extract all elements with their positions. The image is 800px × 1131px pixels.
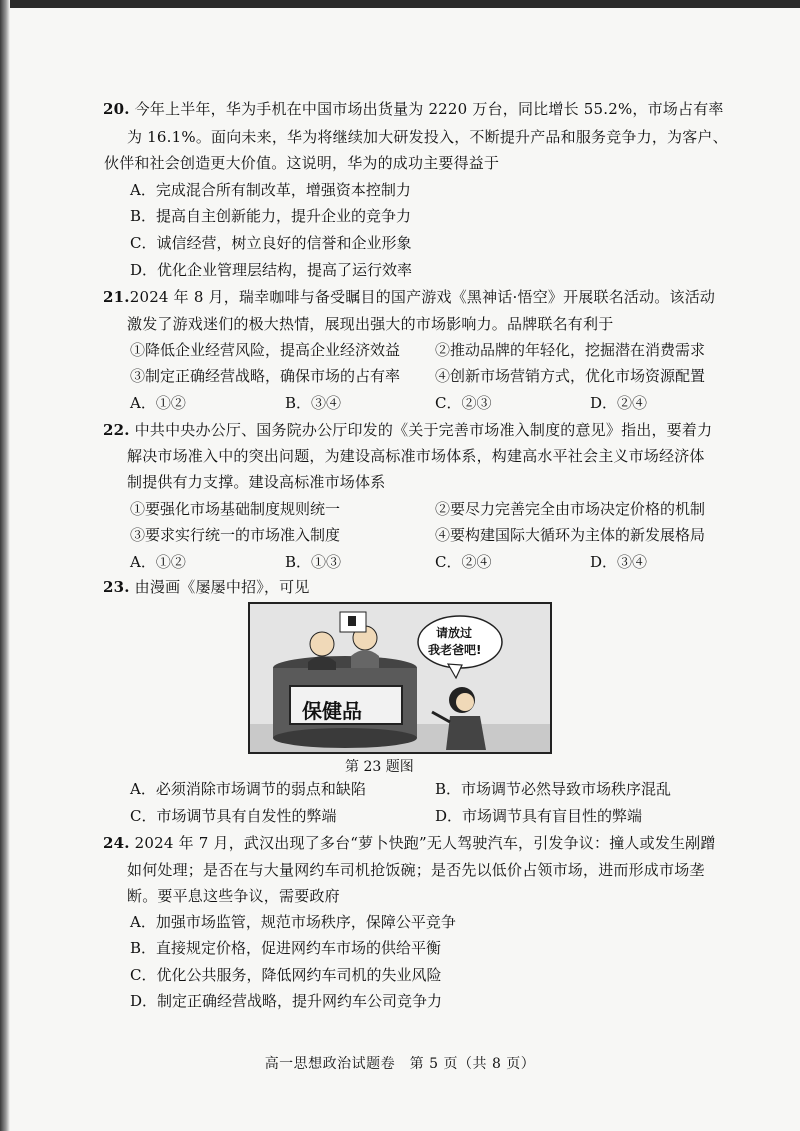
q21-statement-3: ③制定正确经营战略，确保市场的占有率: [130, 367, 401, 385]
q23-option-a: A．必须消除市场调节的弱点和缺陷: [130, 780, 366, 798]
q20-line-3: 伙伴和社会创造更大价值。这说明，华为的成功主要得益于: [104, 154, 500, 172]
cartoon-figure: [248, 602, 552, 754]
page-footer: 高一思想政治试题卷 第 5 页（共 8 页）: [264, 1056, 536, 1072]
q24-line-1: 24. 2024 年 7 月，武汉出现了多台“萝卜快跑”无人驾驶汽车，引发争议：撞人或发生剐蹭: [103, 834, 716, 852]
q21-option-b: B．③④: [285, 394, 342, 412]
speech-text-line-1: 请放过: [436, 626, 473, 640]
q21-option-d: D．②④: [590, 394, 648, 412]
q24-option-d: D．制定正确经营战略，提升网约车公司竞争力: [130, 992, 443, 1010]
cartoon-illustration: [250, 604, 550, 752]
q20-line-1: 20. 今年上半年，华为手机在中国市场出货量为 2220 万台，同比增长 55.2%，市场占有率: [103, 100, 724, 118]
q24-line-2: 如何处理；是否在与大量网约车司机抢饭碗；是否先以低价占领市场，进而形成市场垄: [127, 861, 705, 879]
q20-number: 20.: [103, 100, 130, 118]
q22-option-b: B．①③: [285, 553, 342, 571]
q22-line-3: 制提供有力支撑。建设高标准市场体系: [127, 473, 386, 491]
q22-number: 22.: [103, 421, 130, 439]
q21-option-a: A．①②: [130, 394, 186, 412]
q20-option-a: A．完成混合所有制改革，增强资本控制力: [130, 181, 411, 199]
figure-caption: 第 23 题图: [345, 759, 414, 775]
q22-line-1: 22. 中共中央办公厅、国务院办公厅印发的《关于完善市场准入制度的意见》指出，要着力: [103, 421, 713, 439]
q22-option-c: C．②④: [435, 553, 492, 571]
q22-statement-1: ①要强化市场基础制度规则统一: [130, 500, 341, 518]
q22-statement-4: ④要构建国际大循环为主体的新发展格局: [435, 526, 706, 544]
q20-line-2: 为 16.1%。面向未来，华为将继续加大研发投入，不断提升产品和服务竞争力，为客户、: [127, 128, 728, 146]
jar-label: 保健品: [302, 699, 362, 723]
q23-option-c: C．市场调节具有自发性的弊端: [130, 807, 337, 825]
q23-option-d: D．市场调节具有盲目性的弊端: [435, 807, 643, 825]
q24-option-c: C．优化公共服务，降低网约车司机的失业风险: [130, 966, 442, 984]
q20-option-c: C．诚信经营，树立良好的信誉和企业形象: [130, 234, 412, 252]
speech-text-line-2: 我老爸吧!: [428, 643, 482, 657]
q21-statement-1: ①降低企业经营风险，提高企业经济效益: [130, 341, 401, 359]
q21-line-2: 激发了游戏迷们的极大热情，展现出强大的市场影响力。品牌联名有利于: [127, 315, 614, 333]
q21-option-c: C．②③: [435, 394, 492, 412]
q20-option-d: D．优化企业管理层结构，提高了运行效率: [130, 261, 413, 279]
q22-option-a: A．①②: [130, 553, 186, 571]
q22-statement-3: ③要求实行统一的市场准入制度: [130, 526, 341, 544]
q21-statement-2: ②推动品牌的年轻化，挖掘潜在消费需求: [435, 341, 706, 359]
q21-number: 21.: [103, 288, 130, 306]
q24-option-b: B．直接规定价格，促进网约车市场的供给平衡: [130, 939, 442, 957]
q24-number: 24.: [103, 834, 130, 852]
q23-line-1: 23. 由漫画《屡屡中招》，可见: [103, 578, 310, 596]
q22-option-d: D．③④: [590, 553, 648, 571]
q24-line-3: 断。要平息这些争议，需要政府: [127, 887, 340, 905]
q20-option-b: B．提高自主创新能力，提升企业的竞争力: [130, 207, 412, 225]
q22-line-2: 解决市场准入中的突出问题，为建设高标准市场体系，构建高水平社会主义市场经济体: [127, 447, 705, 465]
q23-option-b: B．市场调节必然导致市场秩序混乱: [435, 780, 672, 798]
q21-line-1: 21.2024 年 8 月，瑞幸咖啡与备受瞩目的国产游戏《黑神话·悟空》开展联名活动。该活动: [103, 288, 716, 306]
q22-statement-2: ②要尽力完善完全由市场决定价格的机制: [435, 500, 706, 518]
q23-number: 23.: [103, 578, 130, 596]
q21-statement-4: ④创新市场营销方式，优化市场资源配置: [435, 367, 706, 385]
q24-option-a: A．加强市场监管，规范市场秩序，保障公平竞争: [130, 913, 456, 931]
